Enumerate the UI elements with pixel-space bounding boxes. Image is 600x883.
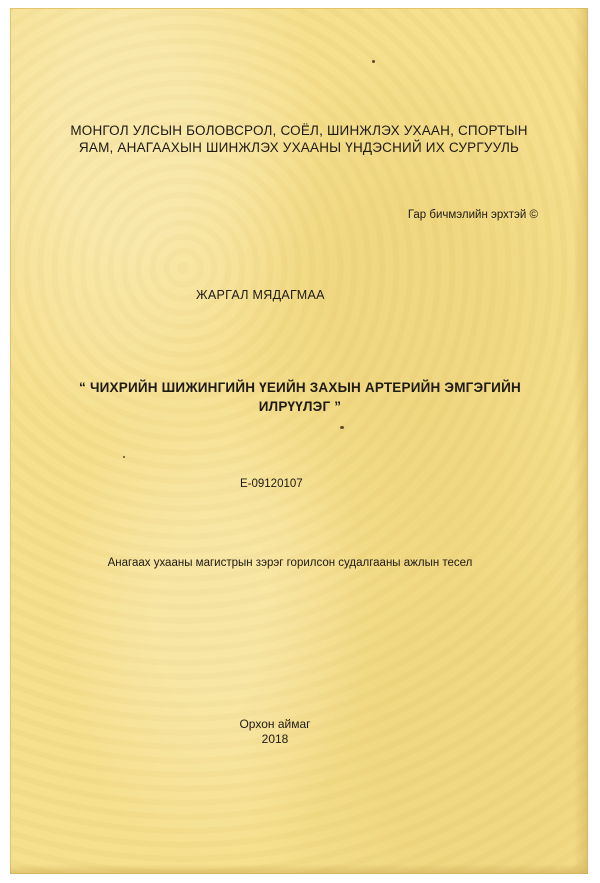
author-name: ЖАРГАЛ МЯДАГМАА xyxy=(196,288,325,302)
page-edge-shadow-bottom xyxy=(10,864,588,874)
specialty-code: E-09120107 xyxy=(240,478,303,490)
publication-year: 2018 xyxy=(261,732,289,746)
place-name: Орхон аймаг xyxy=(239,717,311,731)
institution-line-1: МОНГОЛ УЛСЫН БОЛОВСРОЛ, СОЁЛ, ШИНЖЛЭХ УХААН, СПОРТЫН xyxy=(70,123,528,138)
place-and-year xyxy=(200,717,350,747)
thesis-title-line-1: “ ЧИХРИЙН ШИЖИНГИЙН ҮЕИЙН ЗАХЫН АРТЕРИЙН ЭМГЭГИЙН xyxy=(79,380,521,395)
paper-speck xyxy=(340,426,344,429)
manuscript-rights-note: Гар бичмэлийн эрхтэй © xyxy=(407,209,538,221)
thesis-cover-page xyxy=(10,8,588,874)
paper-speck xyxy=(123,456,125,458)
paper-speck xyxy=(372,60,375,63)
thesis-title xyxy=(40,378,560,416)
institution-line-2: ЯАМ, АНАГААХЫН ШИНЖЛЭХ УХААНЫ ҮНДЭСНИЙ ИХ СУРГУУЛЬ xyxy=(78,140,520,155)
institution-heading xyxy=(40,122,558,156)
degree-description: Анагаах ухааны магистрын зэрэг горилсон судалгааны ажлын тесел xyxy=(107,557,473,569)
thesis-title-line-2: ИЛРҮҮЛЭГ ” xyxy=(258,399,342,414)
page-edge-shadow-right xyxy=(574,8,588,874)
